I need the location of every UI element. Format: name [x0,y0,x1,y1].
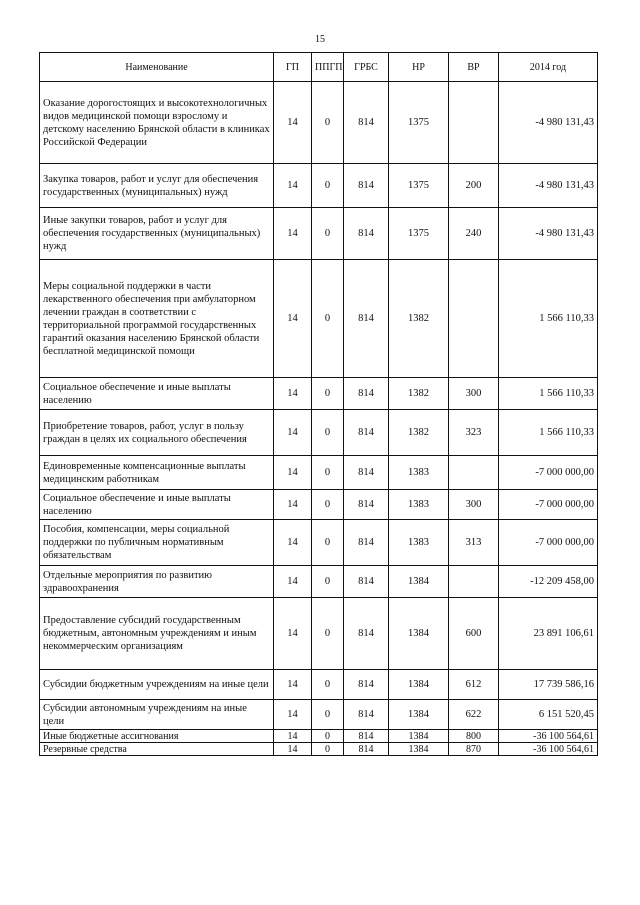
row-gp: 14 [274,378,312,410]
row-name: Предоставление субсидий государственным бюджетным, автономным учреждениям и иным некоммерческим организациям [40,598,274,670]
row-gp: 14 [274,670,312,700]
row-vr: 870 [449,743,499,756]
header-vr: ВР [449,53,499,82]
table-row [40,456,598,490]
table-row [40,378,598,410]
row-vr: 300 [449,378,499,410]
row-grbs: 814 [344,566,389,598]
row-vr: 612 [449,670,499,700]
header-grbs: ГРБС [344,53,389,82]
row-grbs: 814 [344,670,389,700]
row-pgp: 0 [312,260,344,378]
row-vr [449,82,499,164]
table-row [40,730,598,743]
row-grbs: 814 [344,743,389,756]
row-np: 1375 [389,208,449,260]
row-grbs: 814 [344,730,389,743]
row-grbs: 814 [344,700,389,730]
table-row [40,410,598,456]
header-pgp: ППГП [312,53,344,82]
header-np: НР [389,53,449,82]
table-row [40,208,598,260]
row-gp: 14 [274,456,312,490]
row-np: 1384 [389,670,449,700]
row-vr: 300 [449,490,499,520]
row-np: 1375 [389,164,449,208]
row-amount: -4 980 131,43 [499,208,598,260]
row-np: 1375 [389,82,449,164]
row-pgp: 0 [312,82,344,164]
table-row [40,82,598,164]
row-vr: 240 [449,208,499,260]
row-grbs: 814 [344,598,389,670]
row-amount: -7 000 000,00 [499,456,598,490]
row-pgp: 0 [312,490,344,520]
row-gp: 14 [274,410,312,456]
row-name: Закупка товаров, работ и услуг для обеспечения государственных (муниципальных) нужд [40,164,274,208]
row-name: Субсидии автономным учреждениям на иные цели [40,700,274,730]
row-name: Социальное обеспечение и иные выплаты населению [40,490,274,520]
row-name: Единовременные компенсационные выплаты медицинским работникам [40,456,274,490]
row-amount: 1 566 110,33 [499,260,598,378]
row-np: 1383 [389,520,449,566]
row-amount: 17 739 586,16 [499,670,598,700]
row-gp: 14 [274,566,312,598]
row-gp: 14 [274,598,312,670]
row-grbs: 814 [344,490,389,520]
table-row [40,164,598,208]
row-np: 1382 [389,410,449,456]
row-pgp: 0 [312,164,344,208]
row-grbs: 814 [344,378,389,410]
row-vr [449,566,499,598]
table-row [40,598,598,670]
row-vr [449,260,499,378]
header-gp: ГП [274,53,312,82]
row-pgp: 0 [312,670,344,700]
row-grbs: 814 [344,82,389,164]
row-amount: 1 566 110,33 [499,410,598,456]
row-name: Приобретение товаров, работ, услуг в пользу граждан в целях их социального обеспечения [40,410,274,456]
row-grbs: 814 [344,260,389,378]
row-pgp: 0 [312,410,344,456]
table-row [40,670,598,700]
row-vr: 323 [449,410,499,456]
row-np: 1384 [389,730,449,743]
table-row [40,260,598,378]
row-amount: -12 209 458,00 [499,566,598,598]
row-gp: 14 [274,490,312,520]
row-grbs: 814 [344,164,389,208]
row-gp: 14 [274,208,312,260]
row-amount: -36 100 564,61 [499,743,598,756]
row-name: Меры социальной поддержки в части лекарственного обеспечения при амбулаторном лечении граждан в соответствии с территориальной программой государственных гарантий оказания населению Брянской области бесплатной медицинской помощи [40,260,274,378]
row-np: 1382 [389,260,449,378]
row-vr: 600 [449,598,499,670]
row-grbs: 814 [344,410,389,456]
row-name: Субсидии бюджетным учреждениям на иные цели [40,670,274,700]
row-amount: 1 566 110,33 [499,378,598,410]
table-row [40,700,598,730]
row-pgp: 0 [312,378,344,410]
table-row [40,490,598,520]
table-row [40,520,598,566]
row-amount: -36 100 564,61 [499,730,598,743]
row-amount: -7 000 000,00 [499,520,598,566]
row-name: Иные закупки товаров, работ и услуг для обеспечения государственных (муниципальных) нужд [40,208,274,260]
row-np: 1383 [389,456,449,490]
table-row [40,743,598,756]
header-year: 2014 год [499,53,598,82]
table-header-row [40,53,598,82]
table-body [40,82,598,756]
row-name: Оказание дорогостоящих и высокотехнологичных видов медицинской помощи взрослому и детскому населению Брянской области в клиниках Российской Федерации [40,82,274,164]
row-vr: 622 [449,700,499,730]
row-np: 1384 [389,743,449,756]
row-name: Социальное обеспечение и иные выплаты населению [40,378,274,410]
page-number: 15 [315,34,325,45]
row-np: 1382 [389,378,449,410]
row-name: Пособия, компенсации, меры социальной поддержки по публичным нормативным обязательствам [40,520,274,566]
row-vr: 200 [449,164,499,208]
row-vr [449,456,499,490]
row-pgp: 0 [312,456,344,490]
table-row [40,566,598,598]
row-pgp: 0 [312,700,344,730]
row-name: Иные бюджетные ассигнования [40,730,274,743]
row-pgp: 0 [312,520,344,566]
row-pgp: 0 [312,208,344,260]
row-grbs: 814 [344,520,389,566]
row-gp: 14 [274,260,312,378]
row-vr: 313 [449,520,499,566]
row-amount: -4 980 131,43 [499,164,598,208]
row-pgp: 0 [312,730,344,743]
row-gp: 14 [274,82,312,164]
row-vr: 800 [449,730,499,743]
row-np: 1383 [389,490,449,520]
row-amount: 23 891 106,61 [499,598,598,670]
header-name: Наименование [40,53,274,82]
row-amount: -4 980 131,43 [499,82,598,164]
row-pgp: 0 [312,743,344,756]
row-np: 1384 [389,700,449,730]
row-gp: 14 [274,743,312,756]
row-gp: 14 [274,700,312,730]
row-amount: -7 000 000,00 [499,490,598,520]
row-np: 1384 [389,598,449,670]
row-np: 1384 [389,566,449,598]
row-name: Отдельные мероприятия по развитию здравоохранения [40,566,274,598]
row-amount: 6 151 520,45 [499,700,598,730]
row-gp: 14 [274,164,312,208]
row-grbs: 814 [344,208,389,260]
row-name: Резервные средства [40,743,274,756]
row-pgp: 0 [312,566,344,598]
row-grbs: 814 [344,456,389,490]
budget-table [39,52,598,756]
row-gp: 14 [274,730,312,743]
row-pgp: 0 [312,598,344,670]
row-gp: 14 [274,520,312,566]
